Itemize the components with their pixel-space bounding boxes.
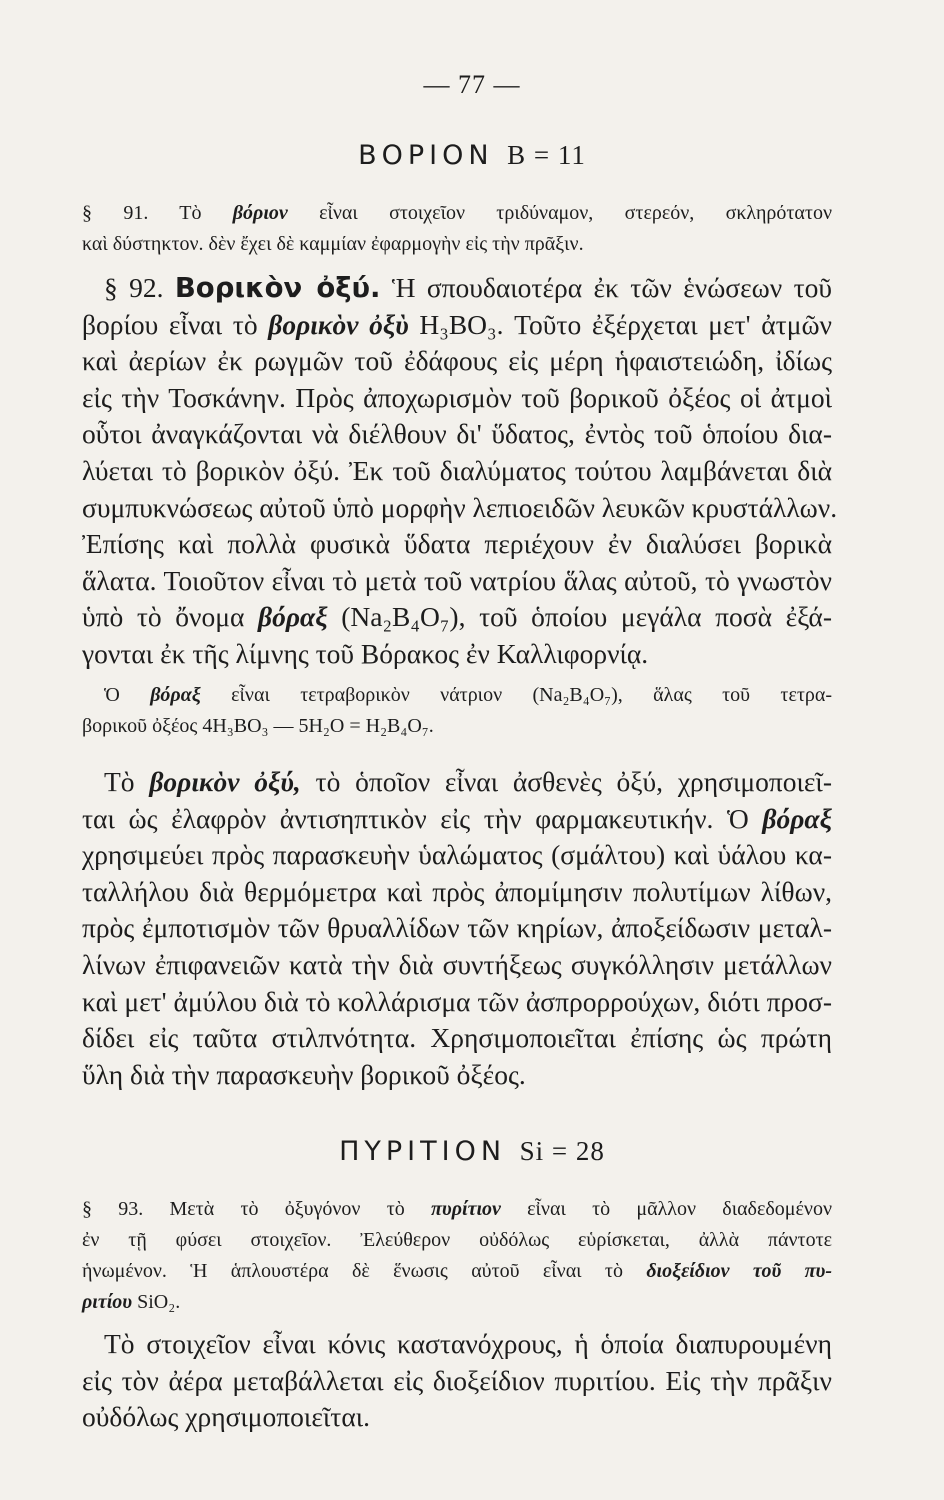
paragraph-silicon [82,1326,832,1436]
text-line: συμπυκνώσεως αὐτοῦ ὑπὸ μορφὴν λεπιοειδῶν λευκῶν κρυστάλλων. [82,491,838,523]
heading-formula: Si = 28 [519,1136,605,1166]
text-line: πρὸς ἐμποτισμὸν τῶν θρυαλλίδων τῶν κηρίων, ἀποξείδωσιν μεταλ- [82,912,832,944]
page-number: — 77 — [423,70,521,99]
bold-term: βόραξ [762,802,832,834]
heading-formula: B = 11 [507,140,586,170]
text-line: γονται ἐκ τῆς λίμνης τοῦ Βόρακος ἐν Καλλιφορνίᾳ. [82,637,649,669]
heading-title: ΒΟΡΙΟΝ [358,140,494,171]
text-line: λίνων ἐπιφανειῶν κατὰ τὴν διὰ συντήξεως συγκόλλησιν μετάλλων [82,948,832,980]
bold-term: βόραξ [258,601,328,633]
text-line: ἐν τῇ φύσει στοιχεῖον. Ἐλεύθερον οὐδόλως εὑρίσκεται, ἀλλὰ πάντοτε [82,1229,832,1251]
text-run: εἶναι τετραβορικὸν νάτριον (Na₂B₄O₇), ἅλας τοῦ τετρα- [200,684,832,706]
note-borax [82,680,832,742]
text-line [82,307,832,344]
text-line [82,198,832,229]
text-line [82,1194,832,1225]
paragraph-93 [82,1194,832,1318]
text-line: οὗτοι ἀναγκάζονται νὰ διέλθουν δι' ὕδατος, ἐντὸς τοῦ ὁποίου δια- [82,418,832,450]
text-run: Ἡ σπουδαιοτέρα ἐκ τῶν ἑνώσεων τοῦ [380,272,832,303]
section-heading-boron [0,140,944,171]
text-run: ἡνωμένον. Ἡ ἁπλουστέρα δὲ ἕνωσις αὐτοῦ εἶναι τὸ [82,1260,647,1282]
text-run: (Na₂B₄O₇), τοῦ ὁποίου μεγάλα ποσὰ ἐξά- [327,601,832,633]
text-line: λύεται τὸ βορικὸν ὀξύ. Ἐκ τοῦ διαλύματος τούτου λαμβάνεται διὰ [82,454,832,486]
text-line [82,1256,832,1287]
text-run: ται ὡς ἐλαφρὸν ἀντισηπτικὸν εἰς τὴν φαρμακευτικήν. Ὁ [82,802,763,834]
text-line: καὶ δύστηκτον. δὲν ἔχει δὲ καμμίαν ἐφαρμογὴν εἰς τὴν πρᾶξιν. [82,233,584,255]
text-run: εἶναι στοιχεῖον τριδύναμον, στερεόν, σκληρότατον [287,202,832,224]
paragraph-uses [82,764,832,1093]
text-line [82,1287,832,1318]
bold-term: πυρίτιον [431,1198,501,1220]
text-line: καὶ ἀερίων ἐκ ρωγμῶν τοῦ ἐδάφους εἰς μέρη ἡφαιστειώδη, ἰδίως [82,345,832,377]
text-line: εἰς τὸν ἀέρα μεταβάλλεται εἰς διοξείδιον πυριτίου. Εἰς τὴν πρᾶξιν [82,1364,832,1396]
text-line [82,801,832,838]
paragraph-92 [82,270,838,673]
bold-term: διοξείδιον τοῦ πυ- [646,1260,833,1282]
section-title: Βορικὸν ὀξύ. [174,272,381,304]
bold-term: βορικὸν ὀξύ, [149,766,301,797]
text-line: εἰς τὴν Τοσκάνην. Πρὸς ἀποχωρισμὸν τοῦ βορικοῦ ὀξέος οἱ ἀτμοὶ [82,381,832,413]
text-run: § 93. Μετὰ τὸ ὀξυγόνον τὸ [82,1198,432,1220]
bold-term: ριτίου [82,1291,133,1313]
text-line [82,599,832,636]
text-line: χρησιμεύει πρὸς παρασκευὴν ὑαλώματος (σμάλτου) καὶ ὑάλου κα- [82,839,832,871]
text-line: οὐδόλως χρησιμοποιεῖται. [82,1401,371,1433]
text-run: H₃BO₃. Τοῦτο ἐξέρχεται μετ' ἀτμῶν [408,308,832,340]
text-run: τὸ ὁποῖον εἶναι ἀσθενὲς ὀξύ, χρησιμοποιεῖ- [300,766,832,797]
text-line: ὕλη διὰ τὴν παρασκευὴν βορικοῦ ὀξέος. [82,1058,526,1090]
section-heading-silicon [0,1136,944,1167]
heading-title: ΠΥΡΙΤΙΟΝ [339,1136,507,1167]
text-run: § 91. Τὸ [82,202,233,224]
text-line [82,680,832,711]
bold-term: βόριον [232,202,288,224]
text-line: βορικοῦ ὀξέος 4H₃BO₃ — 5H₂O = H₂B₄O₇. [82,715,434,737]
text-line [82,270,832,307]
section-number: § 92. [104,272,175,303]
text-line: δίδει εἰς ταῦτα στιλπνότητα. Χρησιμοποιεῖται ἐπίσης ὡς πρώτη [82,1022,832,1054]
text-line: Τὸ στοιχεῖον εἶναι κόνις καστανόχρους, ἡ ὁποία διαπυρουμένη [104,1328,832,1359]
text-line: ταλλήλου διὰ θερμόμετρα καὶ πρὸς ἀπομίμησιν πολυτίμων λίθων, [82,875,832,907]
text-run: Ὁ [104,684,151,706]
text-run: βορίου εἶναι τὸ [82,308,269,340]
text-line: ἅλατα. Τοιοῦτον εἶναι τὸ μετὰ τοῦ νατρίου ἅλας αὐτοῦ, τὸ γνωστὸν [82,564,832,596]
bold-term: βόραξ [150,684,201,706]
text-run: εἶναι τὸ μᾶλλον διαδεδομένον [500,1198,832,1220]
text-run: SiO₂. [132,1291,181,1313]
text-line: Ἐπίσης καὶ πολλὰ φυσικὰ ὕδατα περιέχουν ἐν διαλύσει βορικὰ [82,528,832,560]
text-run: ὑπὸ τὸ ὄνομα [82,601,259,633]
text-run: Τὸ [104,766,150,797]
text-line [82,764,832,801]
paragraph-91 [82,198,832,260]
text-line: καὶ μετ' ἀμύλου διὰ τὸ κολλάρισμα τῶν ἀσπρορρούχων, διότι προσ- [82,985,832,1017]
bold-term: βορικὸν ὀξὺ [268,308,409,340]
